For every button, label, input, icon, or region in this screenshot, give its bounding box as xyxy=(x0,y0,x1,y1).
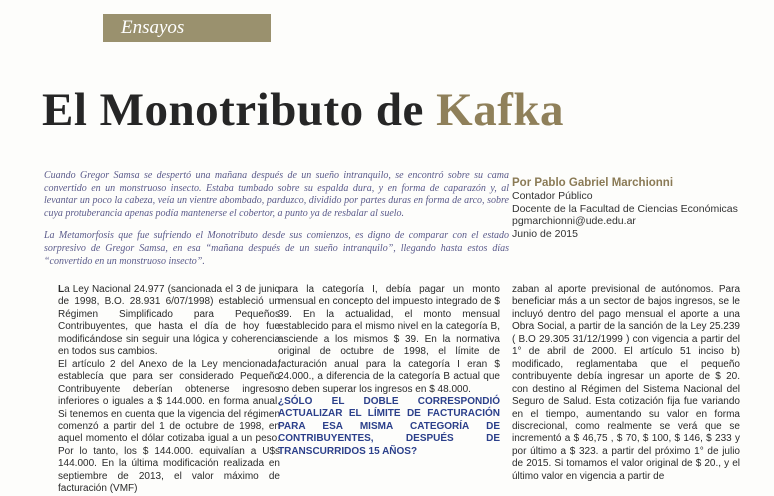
column-2-subheading: ¿SÓLO EL DOBLE CORRESPONDIÓ ACTUALIZAR EL LÍMITE DE FACTURACIÓN PARA ESA MISMA CATEGORÍA DE CONTRIBUYENTES, DESPUÉS DE TRANSCURRIDOS 15 AÑOS? xyxy=(278,396,500,457)
publication-date: Junio de 2015 xyxy=(512,227,578,240)
title-accent: Kafka xyxy=(436,84,565,136)
title-main: El Monotributo de xyxy=(42,84,424,136)
intro-paragraph-2: La Metamorfosis que fue sufriendo el Monotributo desde sus comienzos, es digno de comparar con el estado sorpresivo de Gregor Samsa, en esa “mañana después de un sueño intranquilo”, llegando hasta estos días “convertido en un monstruoso insecto”. xyxy=(44,230,509,267)
body-column-2 xyxy=(278,284,500,458)
author-profession: Contador Público xyxy=(512,190,593,203)
author-name: Por Pablo Gabriel Marchionni xyxy=(512,177,674,189)
column-1-paragraph-1-text: a Ley Nacional 24.977 (sancionada el 3 de junio de 1998, B.O. 28.931 6/07/1998) estableció un Régimen Simplificado para Pequeños Contribuyentes, que hasta el día de hoy fue modificándose sin seguir una lógica y coherencia en todos sus cambios. xyxy=(58,284,280,358)
column-1-paragraph-1 xyxy=(58,284,280,359)
column-3-paragraph-1: zaban al aporte previsional de autónomos. Para beneficiar más a un sector de bajos ingresos, se le incluyó dentro del pago mensual el aporte a una Obra Social, a partir de la sanción de la Ley 25.239 ( B.O 29.305 31/12/1999 ) con vigencia a partir del 1° de abril de 2000. El artículo 51 inciso b) modificado, reglamentaba que el pequeño contribuyente debía ingresar un aporte de $ 20. con destino al Régimen del Sistema Nacional del Seguro de Salud. Esta cotización fija fue variando en el tiempo, aumentando su valor en forma discrecional, como realmente se verá que se incrementó a $ 46,75 , $ 70, $ 100, $ 146, $ 233 y por último a $ 323. a partir del próximo 1° de julio de 2015. Si tomamos el valor original de $ 20., y el último valor en vigencia a partir de xyxy=(512,284,740,482)
author-position: Docente de la Facultad de Ciencias Económicas xyxy=(512,202,738,215)
body-column-1 xyxy=(58,284,280,496)
body-column-3 xyxy=(512,284,740,483)
intro-quote xyxy=(44,170,509,278)
article-title xyxy=(42,84,564,136)
author-block xyxy=(512,177,752,240)
author-email[interactable]: pgmarchionni@ude.edu.ar xyxy=(512,215,636,228)
section-label: Ensayos xyxy=(103,14,271,42)
drop-cap: L xyxy=(58,284,65,295)
intro-paragraph-1: Cuando Gregor Samsa se despertó una mañana después de un sueño intranquilo, se encontró sobre su cama convertido en un monstruoso insecto. Estaba tumbado sobre su espalda dura, y en forma de caparazón y, al levantar un poco la cabeza, veía un vientre abombado, parduzco, dividido por partes duras en forma de arco, sobre cuya protuberancia apenas podía mantenerse el cobertor, a punto ya de resbalar al suelo. xyxy=(44,170,509,219)
column-1-paragraph-2: El artículo 2 del Anexo de la Ley mencionada, establecía que para ser considerado Pequeño Contribuyente deberían obtenerse ingresos inferiores o iguales a $ 144.000. en forma anual. Si tenemos en cuenta que la vigencia del régimen comenzó a partir del 1 de octubre de 1998, en aquel momento el dólar cotizaba igual a un peso. Por lo tanto, los $ 144.000. equivalían a U$s 144.000. En la última modificación realizada en septiembre de 2013, el valor máximo de facturación (VMF) xyxy=(58,358,280,495)
column-2-paragraph-1: para la categoría I, debía pagar un monto mensual en concepto del impuesto integrado de $ 39. En la actualidad, el monto mensual establecido para el mismo nivel en la categoría B, asciende a los mismos $ 39. En la normativa original de octubre de 1998, el límite de facturación anual para la categoría I eran $ 24.000., a diferencia de la categoría B actual que no deben superar los ingresos en $ 48.000. xyxy=(278,284,500,395)
